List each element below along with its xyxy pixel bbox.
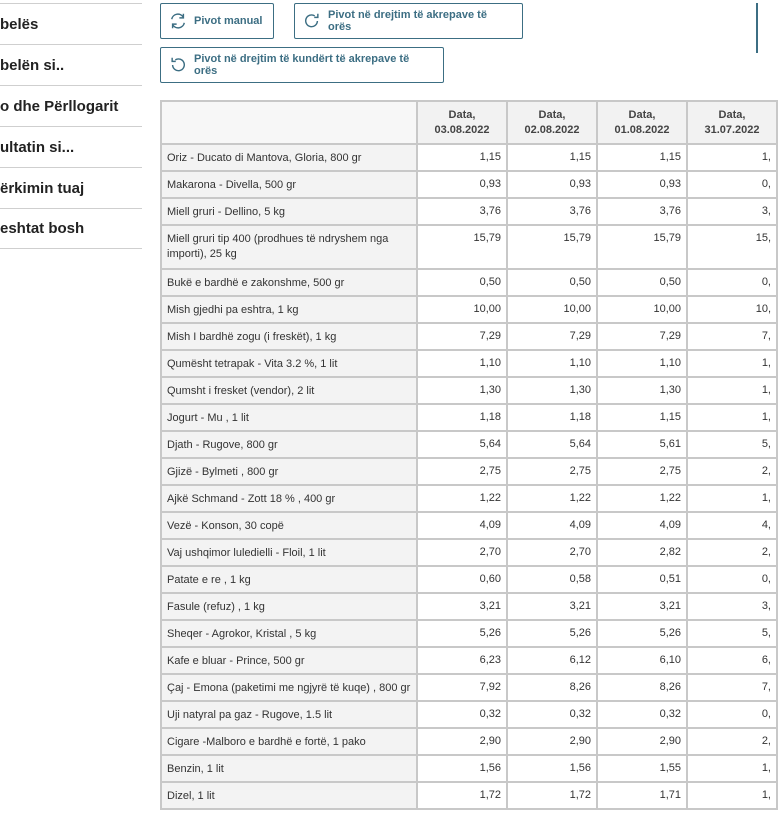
price-cell: 5,64 xyxy=(507,431,597,458)
pivot-clockwise-button[interactable] xyxy=(294,3,523,39)
sidebar-item-label: eshtat bosh xyxy=(0,220,85,237)
row-label: Makarona - Divella, 500 gr xyxy=(161,171,417,198)
price-cell: 1,18 xyxy=(417,404,507,431)
sidebar-item-4[interactable] xyxy=(0,126,142,167)
price-cell: 3,21 xyxy=(507,593,597,620)
table-row xyxy=(161,485,777,512)
price-cell: 1,15 xyxy=(507,144,597,171)
price-cell: 6, xyxy=(687,647,777,674)
row-label: Vezë - Konson, 30 copë xyxy=(161,512,417,539)
price-cell: 1,22 xyxy=(507,485,597,512)
price-cell: 1, xyxy=(687,377,777,404)
row-label: Dizel, 1 lit xyxy=(161,782,417,809)
sidebar-item-label: ultatin si... xyxy=(0,138,75,156)
price-cell: 10, xyxy=(687,296,777,323)
price-cell: 7,92 xyxy=(417,674,507,701)
price-cell: 2,75 xyxy=(597,458,687,485)
table-header-row xyxy=(161,101,777,144)
price-cell: 0, xyxy=(687,269,777,296)
price-cell: 1,10 xyxy=(597,350,687,377)
price-cell: 0, xyxy=(687,701,777,728)
row-label: Ajkë Schmand - Zott 18 % , 400 gr xyxy=(161,485,417,512)
partial-button-edge xyxy=(756,3,760,53)
price-cell: 2, xyxy=(687,539,777,566)
price-cell: 2,75 xyxy=(417,458,507,485)
price-cell: 10,00 xyxy=(597,296,687,323)
table-row xyxy=(161,198,777,225)
sidebar-item-2[interactable] xyxy=(0,44,142,85)
price-cell: 1,15 xyxy=(597,144,687,171)
table-row xyxy=(161,674,777,701)
row-label: Oriz - Ducato di Mantova, Gloria, 800 gr xyxy=(161,144,417,171)
price-cell: 4, xyxy=(687,512,777,539)
price-cell: 0,50 xyxy=(417,269,507,296)
rotate-clockwise-icon xyxy=(303,12,321,30)
price-cell: 5,61 xyxy=(597,431,687,458)
price-cell: 15,79 xyxy=(597,225,687,269)
price-cell: 0,93 xyxy=(597,171,687,198)
price-cell: 0,32 xyxy=(597,701,687,728)
price-cell: 1,10 xyxy=(417,350,507,377)
column-header[interactable]: Data, 31.07.2022 xyxy=(687,101,777,144)
table-corner-cell xyxy=(161,101,417,144)
sidebar xyxy=(0,3,142,249)
row-label: Qumësht tetrapak - Vita 3.2 %, 1 lit xyxy=(161,350,417,377)
price-cell: 2,75 xyxy=(507,458,597,485)
price-cell: 2, xyxy=(687,728,777,755)
price-cell: 1,72 xyxy=(417,782,507,809)
pivot-manual-label: Pivot manual xyxy=(194,15,263,27)
sidebar-item-label: ërkimin tuaj xyxy=(0,179,85,197)
price-cell: 0, xyxy=(687,566,777,593)
price-cell: 0,50 xyxy=(507,269,597,296)
price-cell: 1, xyxy=(687,404,777,431)
price-cell: 3,21 xyxy=(597,593,687,620)
row-label: Sheqer - Agrokor, Kristal , 5 kg xyxy=(161,620,417,647)
sidebar-item-label: o dhe Përllogarit xyxy=(0,97,119,115)
row-label: Benzin, 1 lit xyxy=(161,755,417,782)
table-row xyxy=(161,171,777,198)
price-table-container xyxy=(160,100,780,810)
price-cell: 4,09 xyxy=(417,512,507,539)
sidebar-item-5[interactable] xyxy=(0,167,142,208)
price-cell: 5,26 xyxy=(507,620,597,647)
price-cell: 0,93 xyxy=(507,171,597,198)
price-cell: 3,21 xyxy=(417,593,507,620)
price-cell: 0, xyxy=(687,171,777,198)
price-cell: 0,50 xyxy=(597,269,687,296)
price-cell: 0,32 xyxy=(417,701,507,728)
price-cell: 1,10 xyxy=(507,350,597,377)
price-cell: 1, xyxy=(687,350,777,377)
table-row xyxy=(161,225,777,269)
row-label: Djath - Rugove, 800 gr xyxy=(161,431,417,458)
sidebar-item-label: belës xyxy=(0,15,39,33)
price-cell: 3, xyxy=(687,593,777,620)
price-cell: 1,15 xyxy=(597,404,687,431)
table-row xyxy=(161,755,777,782)
price-cell: 7, xyxy=(687,674,777,701)
price-cell: 1,55 xyxy=(597,755,687,782)
table-row xyxy=(161,431,777,458)
price-cell: 1,56 xyxy=(507,755,597,782)
rotate-counterclockwise-icon xyxy=(169,56,187,74)
row-label: Mish I bardhë zogu (i freskët), 1 kg xyxy=(161,323,417,350)
price-cell: 1,30 xyxy=(597,377,687,404)
table-row xyxy=(161,512,777,539)
price-cell: 1, xyxy=(687,755,777,782)
price-cell: 10,00 xyxy=(417,296,507,323)
price-cell: 1,71 xyxy=(597,782,687,809)
price-cell: 2,70 xyxy=(507,539,597,566)
price-cell: 2,90 xyxy=(597,728,687,755)
price-cell: 5,26 xyxy=(597,620,687,647)
price-cell: 5,26 xyxy=(417,620,507,647)
table-row xyxy=(161,144,777,171)
price-table xyxy=(160,100,778,810)
price-cell: 3,76 xyxy=(597,198,687,225)
price-cell: 2,82 xyxy=(597,539,687,566)
price-cell: 15, xyxy=(687,225,777,269)
row-label: Cigare -Malboro e bardhë e fortë, 1 pako xyxy=(161,728,417,755)
price-cell: 8,26 xyxy=(507,674,597,701)
row-label: Kafe e bluar - Prince, 500 gr xyxy=(161,647,417,674)
price-cell: 1,15 xyxy=(417,144,507,171)
column-header[interactable]: Data, 01.08.2022 xyxy=(597,101,687,144)
sidebar-item-label: belën si.. xyxy=(0,56,65,74)
price-cell: 3, xyxy=(687,198,777,225)
price-cell: 15,79 xyxy=(417,225,507,269)
price-cell: 3,76 xyxy=(507,198,597,225)
price-cell: 1,30 xyxy=(417,377,507,404)
price-cell: 1,22 xyxy=(417,485,507,512)
price-cell: 2,90 xyxy=(507,728,597,755)
price-cell: 1, xyxy=(687,782,777,809)
table-row xyxy=(161,458,777,485)
table-row xyxy=(161,296,777,323)
price-cell: 5, xyxy=(687,620,777,647)
price-cell: 1,56 xyxy=(417,755,507,782)
row-label: Gjizë - Bylmeti , 800 gr xyxy=(161,458,417,485)
price-cell: 0,51 xyxy=(597,566,687,593)
price-cell: 3,76 xyxy=(417,198,507,225)
price-cell: 0,60 xyxy=(417,566,507,593)
price-cell: 6,23 xyxy=(417,647,507,674)
price-cell: 1,72 xyxy=(507,782,597,809)
price-cell: 7,29 xyxy=(417,323,507,350)
table-row xyxy=(161,350,777,377)
table-row xyxy=(161,566,777,593)
sidebar-item-1[interactable] xyxy=(0,3,142,44)
price-cell: 1,30 xyxy=(507,377,597,404)
price-cell: 1, xyxy=(687,485,777,512)
table-row xyxy=(161,620,777,647)
table-row xyxy=(161,323,777,350)
price-cell: 10,00 xyxy=(507,296,597,323)
price-cell: 1, xyxy=(687,144,777,171)
row-label: Mish gjedhi pa eshtra, 1 kg xyxy=(161,296,417,323)
price-cell: 4,09 xyxy=(597,512,687,539)
price-cell: 5, xyxy=(687,431,777,458)
table-row xyxy=(161,593,777,620)
price-cell: 0,93 xyxy=(417,171,507,198)
table-row xyxy=(161,377,777,404)
row-label: Fasule (refuz) , 1 kg xyxy=(161,593,417,620)
row-label: Jogurt - Mu , 1 lit xyxy=(161,404,417,431)
pivot-manual-button[interactable] xyxy=(160,3,274,39)
row-label: Uji natyral pa gaz - Rugove, 1.5 lit xyxy=(161,701,417,728)
price-cell: 0,58 xyxy=(507,566,597,593)
column-header[interactable]: Data, 03.08.2022 xyxy=(417,101,507,144)
row-label: Patate e re , 1 kg xyxy=(161,566,417,593)
price-cell: 6,12 xyxy=(507,647,597,674)
pivot-counterclockwise-button[interactable] xyxy=(160,47,444,83)
sidebar-item-6[interactable] xyxy=(0,208,142,249)
table-row xyxy=(161,701,777,728)
row-label: Miell gruri tip 400 (prodhues të ndryshem nga importi), 25 kg xyxy=(161,225,417,269)
table-row xyxy=(161,647,777,674)
price-cell: 6,10 xyxy=(597,647,687,674)
price-cell: 1,18 xyxy=(507,404,597,431)
column-header[interactable]: Data, 02.08.2022 xyxy=(507,101,597,144)
price-cell: 5,64 xyxy=(417,431,507,458)
table-row xyxy=(161,728,777,755)
row-label: Miell gruri - Dellino, 5 kg xyxy=(161,198,417,225)
row-label: Qumsht i fresket (vendor), 2 lit xyxy=(161,377,417,404)
price-cell: 7, xyxy=(687,323,777,350)
price-cell: 1,22 xyxy=(597,485,687,512)
price-cell: 2,70 xyxy=(417,539,507,566)
price-cell: 7,29 xyxy=(597,323,687,350)
price-cell: 7,29 xyxy=(507,323,597,350)
table-row xyxy=(161,404,777,431)
sidebar-item-3[interactable] xyxy=(0,85,142,126)
table-row xyxy=(161,782,777,809)
price-cell: 2,90 xyxy=(417,728,507,755)
table-row xyxy=(161,269,777,296)
row-label: Bukë e bardhë e zakonshme, 500 gr xyxy=(161,269,417,296)
pivot-clockwise-label: Pivot në drejtim të akrepave të orës xyxy=(328,9,487,33)
price-cell: 15,79 xyxy=(507,225,597,269)
pivot-counterclockwise-label: Pivot në drejtim të kundërt të akrepave të orës xyxy=(194,53,410,77)
row-label: Vaj ushqimor luledielli - Floil, 1 lit xyxy=(161,539,417,566)
price-cell: 8,26 xyxy=(597,674,687,701)
table-row xyxy=(161,539,777,566)
price-cell: 0,32 xyxy=(507,701,597,728)
pivot-arrows-icon xyxy=(169,12,187,30)
price-cell: 4,09 xyxy=(507,512,597,539)
price-cell: 2, xyxy=(687,458,777,485)
row-label: Çaj - Emona (paketimi me ngjyrë të kuqe) , 800 gr xyxy=(161,674,417,701)
